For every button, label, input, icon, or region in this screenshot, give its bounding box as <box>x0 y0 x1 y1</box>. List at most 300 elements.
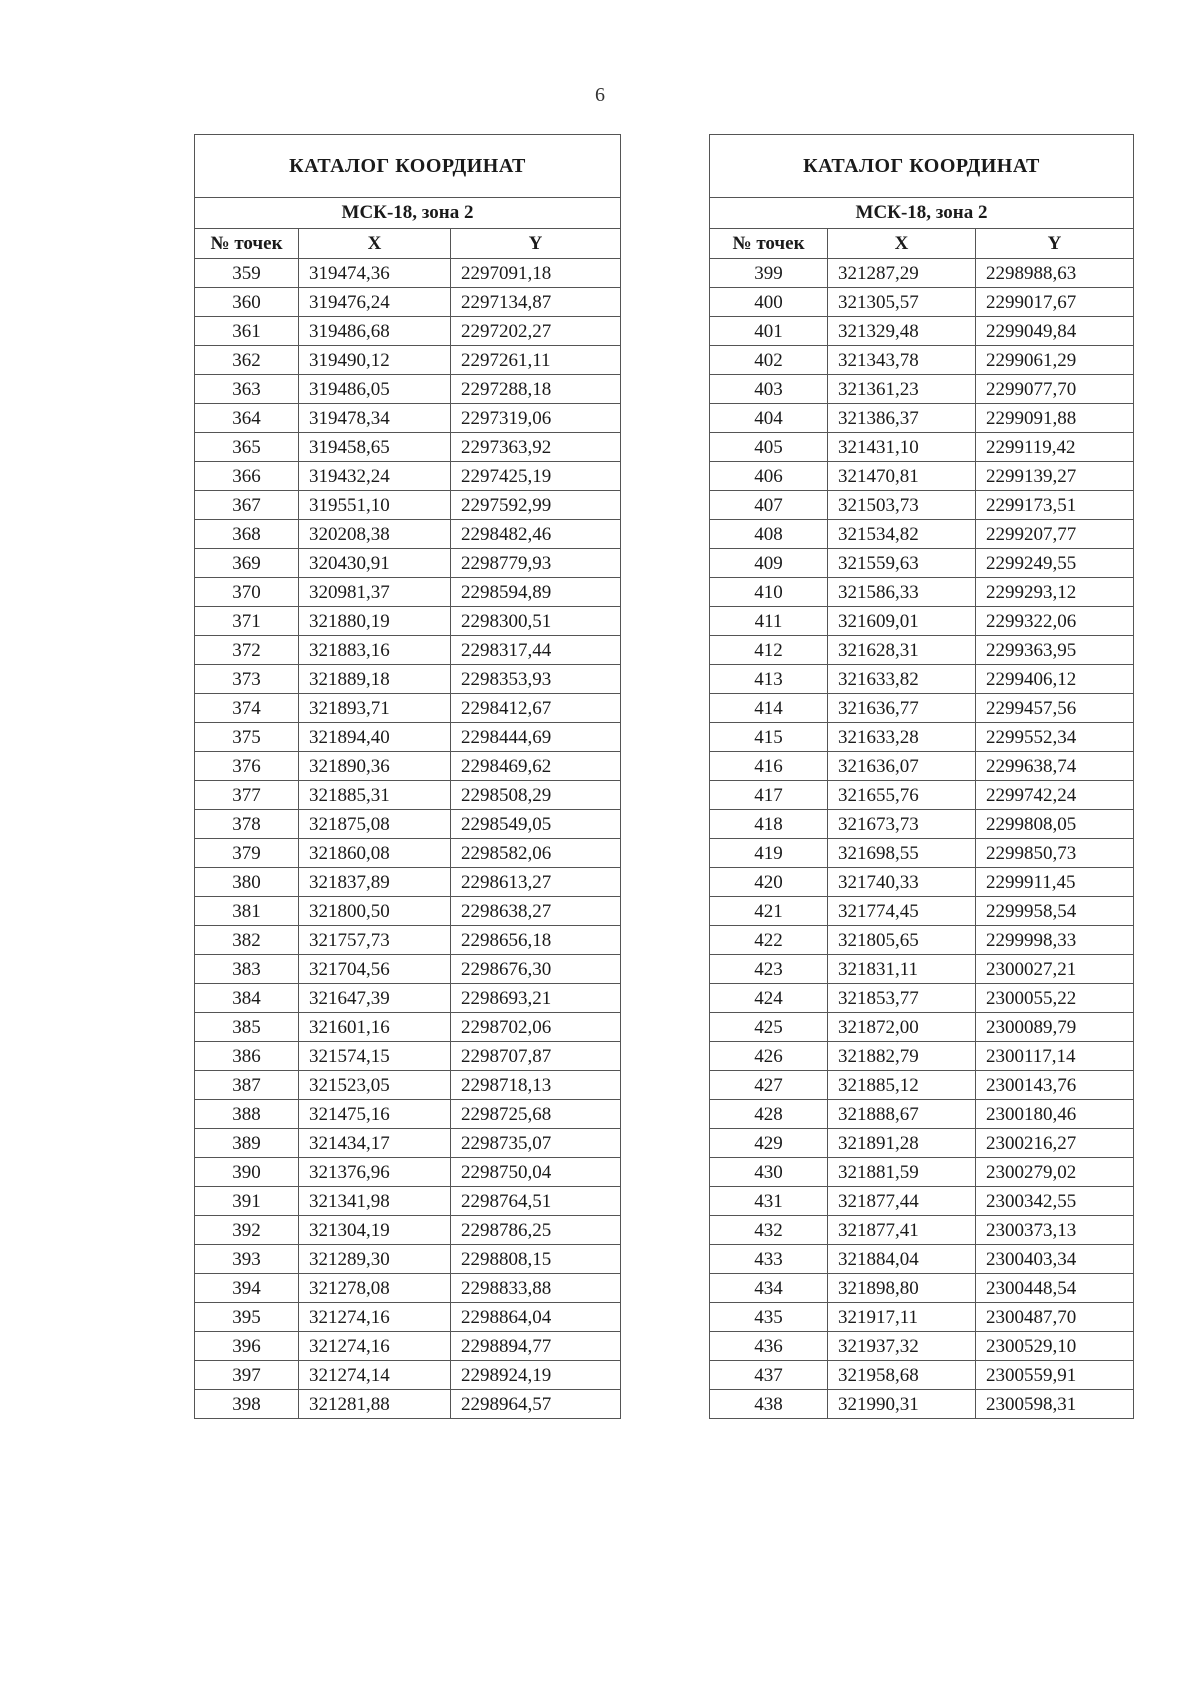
table-row <box>710 491 1134 520</box>
point-number-cell: 429 <box>710 1129 828 1158</box>
x-coordinate-cell: 321757,73 <box>299 926 451 955</box>
y-coordinate-cell: 2300487,70 <box>976 1303 1134 1332</box>
x-coordinate-cell: 321633,28 <box>828 723 976 752</box>
table-row <box>195 955 621 984</box>
point-number-cell: 410 <box>710 578 828 607</box>
x-coordinate-cell: 321274,16 <box>299 1303 451 1332</box>
table-row <box>195 404 621 433</box>
table-row <box>195 1390 621 1419</box>
y-coordinate-cell: 2299061,29 <box>976 346 1134 375</box>
y-coordinate-cell: 2299077,70 <box>976 375 1134 404</box>
point-number-cell: 430 <box>710 1158 828 1187</box>
table-body <box>710 259 1134 1419</box>
x-coordinate-cell: 321574,15 <box>299 1042 451 1071</box>
table-row <box>195 1129 621 1158</box>
y-coordinate-cell: 2299457,56 <box>976 694 1134 723</box>
y-coordinate-cell: 2298353,93 <box>451 665 621 694</box>
table-row <box>710 752 1134 781</box>
table-row <box>195 1216 621 1245</box>
x-coordinate-cell: 321559,63 <box>828 549 976 578</box>
y-coordinate-cell: 2299322,06 <box>976 607 1134 636</box>
x-coordinate-cell: 321831,11 <box>828 955 976 984</box>
y-coordinate-cell: 2299742,24 <box>976 781 1134 810</box>
table-row <box>195 549 621 578</box>
x-coordinate-cell: 319551,10 <box>299 491 451 520</box>
point-number-cell: 427 <box>710 1071 828 1100</box>
point-number-cell: 373 <box>195 665 299 694</box>
x-coordinate-cell: 321636,77 <box>828 694 976 723</box>
point-number-cell: 438 <box>710 1390 828 1419</box>
x-coordinate-cell: 321673,73 <box>828 810 976 839</box>
y-coordinate-cell: 2300117,14 <box>976 1042 1134 1071</box>
y-coordinate-cell: 2299998,33 <box>976 926 1134 955</box>
x-coordinate-cell: 319486,05 <box>299 375 451 404</box>
point-number-cell: 362 <box>195 346 299 375</box>
x-coordinate-cell: 321343,78 <box>828 346 976 375</box>
x-coordinate-cell: 319490,12 <box>299 346 451 375</box>
x-coordinate-cell: 321805,65 <box>828 926 976 955</box>
point-number-cell: 412 <box>710 636 828 665</box>
x-coordinate-cell: 321386,37 <box>828 404 976 433</box>
table-row <box>710 694 1134 723</box>
coordinate-system-zone: МСК-18, зона 2 <box>710 198 1134 229</box>
x-coordinate-cell: 321894,40 <box>299 723 451 752</box>
y-coordinate-cell: 2298702,06 <box>451 1013 621 1042</box>
point-number-cell: 380 <box>195 868 299 897</box>
x-coordinate-cell: 321628,31 <box>828 636 976 665</box>
coordinate-catalog-table-right <box>709 134 1134 1419</box>
table-row <box>195 288 621 317</box>
table-row <box>710 1390 1134 1419</box>
x-coordinate-cell: 321636,07 <box>828 752 976 781</box>
point-number-cell: 437 <box>710 1361 828 1390</box>
table-row <box>195 375 621 404</box>
x-coordinate-cell: 321655,76 <box>828 781 976 810</box>
table-row <box>710 955 1134 984</box>
point-number-cell: 367 <box>195 491 299 520</box>
y-coordinate-cell: 2300143,76 <box>976 1071 1134 1100</box>
point-number-cell: 389 <box>195 1129 299 1158</box>
table-row <box>710 1100 1134 1129</box>
table-row <box>195 1274 621 1303</box>
table-row <box>710 723 1134 752</box>
point-number-cell: 425 <box>710 1013 828 1042</box>
table-row <box>195 636 621 665</box>
coordinate-system-zone: МСК-18, зона 2 <box>195 198 621 229</box>
point-number-cell: 375 <box>195 723 299 752</box>
x-coordinate-cell: 321881,59 <box>828 1158 976 1187</box>
y-coordinate-cell: 2300055,22 <box>976 984 1134 1013</box>
table-row <box>195 1042 621 1071</box>
table-row <box>195 520 621 549</box>
y-coordinate-cell: 2298764,51 <box>451 1187 621 1216</box>
x-coordinate-cell: 321475,16 <box>299 1100 451 1129</box>
point-number-cell: 399 <box>710 259 828 288</box>
y-coordinate-cell: 2298786,25 <box>451 1216 621 1245</box>
column-header-x: X <box>299 229 451 259</box>
point-number-cell: 400 <box>710 288 828 317</box>
x-coordinate-cell: 321534,82 <box>828 520 976 549</box>
y-coordinate-cell: 2300529,10 <box>976 1332 1134 1361</box>
point-number-cell: 435 <box>710 1303 828 1332</box>
x-coordinate-cell: 320208,38 <box>299 520 451 549</box>
point-number-cell: 436 <box>710 1332 828 1361</box>
table-row <box>195 1100 621 1129</box>
x-coordinate-cell: 321704,56 <box>299 955 451 984</box>
table-row <box>710 433 1134 462</box>
table-row <box>710 868 1134 897</box>
table-row <box>710 1071 1134 1100</box>
point-number-cell: 382 <box>195 926 299 955</box>
column-header-x: X <box>828 229 976 259</box>
x-coordinate-cell: 320981,37 <box>299 578 451 607</box>
table-row <box>195 491 621 520</box>
table-row <box>710 665 1134 694</box>
point-number-cell: 396 <box>195 1332 299 1361</box>
table-row <box>710 607 1134 636</box>
x-coordinate-cell: 321329,48 <box>828 317 976 346</box>
point-number-cell: 394 <box>195 1274 299 1303</box>
point-number-cell: 370 <box>195 578 299 607</box>
y-coordinate-cell: 2298594,89 <box>451 578 621 607</box>
x-coordinate-cell: 321885,12 <box>828 1071 976 1100</box>
x-coordinate-cell: 321361,23 <box>828 375 976 404</box>
table-row <box>195 839 621 868</box>
y-coordinate-cell: 2297319,06 <box>451 404 621 433</box>
y-coordinate-cell: 2298676,30 <box>451 955 621 984</box>
point-number-cell: 422 <box>710 926 828 955</box>
y-coordinate-cell: 2297134,87 <box>451 288 621 317</box>
coordinate-catalog-table-left <box>194 134 621 1419</box>
y-coordinate-cell: 2298924,19 <box>451 1361 621 1390</box>
table-row <box>710 897 1134 926</box>
table-row <box>195 317 621 346</box>
table-row <box>710 1361 1134 1390</box>
y-coordinate-cell: 2298613,27 <box>451 868 621 897</box>
x-coordinate-cell: 321877,41 <box>828 1216 976 1245</box>
x-coordinate-cell: 321586,33 <box>828 578 976 607</box>
table-row <box>195 897 621 926</box>
y-coordinate-cell: 2299850,73 <box>976 839 1134 868</box>
point-number-cell: 411 <box>710 607 828 636</box>
y-coordinate-cell: 2298750,04 <box>451 1158 621 1187</box>
y-coordinate-cell: 2298444,69 <box>451 723 621 752</box>
table-row <box>710 926 1134 955</box>
y-coordinate-cell: 2297202,27 <box>451 317 621 346</box>
table-row <box>710 288 1134 317</box>
table-row <box>710 1129 1134 1158</box>
y-coordinate-cell: 2299958,54 <box>976 897 1134 926</box>
x-coordinate-cell: 321503,73 <box>828 491 976 520</box>
x-coordinate-cell: 321647,39 <box>299 984 451 1013</box>
x-coordinate-cell: 321891,28 <box>828 1129 976 1158</box>
y-coordinate-cell: 2299406,12 <box>976 665 1134 694</box>
point-number-cell: 387 <box>195 1071 299 1100</box>
point-number-cell: 402 <box>710 346 828 375</box>
y-coordinate-cell: 2299911,45 <box>976 868 1134 897</box>
x-coordinate-cell: 321884,04 <box>828 1245 976 1274</box>
y-coordinate-cell: 2298964,57 <box>451 1390 621 1419</box>
table-row <box>195 984 621 1013</box>
point-number-cell: 363 <box>195 375 299 404</box>
x-coordinate-cell: 321633,82 <box>828 665 976 694</box>
table-row <box>710 1216 1134 1245</box>
x-coordinate-cell: 321523,05 <box>299 1071 451 1100</box>
point-number-cell: 386 <box>195 1042 299 1071</box>
point-number-cell: 366 <box>195 462 299 491</box>
x-coordinate-cell: 321287,29 <box>828 259 976 288</box>
point-number-cell: 379 <box>195 839 299 868</box>
y-coordinate-cell: 2298725,68 <box>451 1100 621 1129</box>
point-number-cell: 371 <box>195 607 299 636</box>
point-number-cell: 383 <box>195 955 299 984</box>
point-number-cell: 421 <box>710 897 828 926</box>
table-row <box>195 346 621 375</box>
y-coordinate-cell: 2298549,05 <box>451 810 621 839</box>
column-header-y: Y <box>976 229 1134 259</box>
y-coordinate-cell: 2299638,74 <box>976 752 1134 781</box>
y-coordinate-cell: 2299049,84 <box>976 317 1134 346</box>
x-coordinate-cell: 319474,36 <box>299 259 451 288</box>
table-row <box>710 404 1134 433</box>
point-number-cell: 405 <box>710 433 828 462</box>
column-header-y: Y <box>451 229 621 259</box>
table-row <box>710 1042 1134 1071</box>
y-coordinate-cell: 2298412,67 <box>451 694 621 723</box>
table-row <box>195 259 621 288</box>
x-coordinate-cell: 321740,33 <box>828 868 976 897</box>
x-coordinate-cell: 321875,08 <box>299 810 451 839</box>
x-coordinate-cell: 319432,24 <box>299 462 451 491</box>
table-row <box>195 810 621 839</box>
table-row <box>710 1187 1134 1216</box>
x-coordinate-cell: 321885,31 <box>299 781 451 810</box>
x-coordinate-cell: 321937,32 <box>828 1332 976 1361</box>
table-row <box>710 462 1134 491</box>
catalog-title: КАТАЛОГ КООРДИНАТ <box>710 135 1134 198</box>
x-coordinate-cell: 321274,16 <box>299 1332 451 1361</box>
point-number-cell: 426 <box>710 1042 828 1071</box>
table-row <box>195 868 621 897</box>
point-number-cell: 395 <box>195 1303 299 1332</box>
x-coordinate-cell: 321860,08 <box>299 839 451 868</box>
x-coordinate-cell: 319486,68 <box>299 317 451 346</box>
y-coordinate-cell: 2298482,46 <box>451 520 621 549</box>
y-coordinate-cell: 2299808,05 <box>976 810 1134 839</box>
y-coordinate-cell: 2299173,51 <box>976 491 1134 520</box>
table-row <box>710 346 1134 375</box>
point-number-cell: 398 <box>195 1390 299 1419</box>
y-coordinate-cell: 2298735,07 <box>451 1129 621 1158</box>
y-coordinate-cell: 2299552,34 <box>976 723 1134 752</box>
x-coordinate-cell: 319476,24 <box>299 288 451 317</box>
y-coordinate-cell: 2298864,04 <box>451 1303 621 1332</box>
point-number-cell: 423 <box>710 955 828 984</box>
x-coordinate-cell: 321877,44 <box>828 1187 976 1216</box>
table-row <box>710 317 1134 346</box>
x-coordinate-cell: 321888,67 <box>828 1100 976 1129</box>
x-coordinate-cell: 321434,17 <box>299 1129 451 1158</box>
x-coordinate-cell: 321774,45 <box>828 897 976 926</box>
table-row <box>710 549 1134 578</box>
x-coordinate-cell: 321278,08 <box>299 1274 451 1303</box>
x-coordinate-cell: 319458,65 <box>299 433 451 462</box>
y-coordinate-cell: 2300598,31 <box>976 1390 1134 1419</box>
point-number-cell: 385 <box>195 1013 299 1042</box>
x-coordinate-cell: 321837,89 <box>299 868 451 897</box>
table-body <box>195 259 621 1419</box>
column-header-point-number: № точек <box>710 229 828 259</box>
y-coordinate-cell: 2300448,54 <box>976 1274 1134 1303</box>
y-coordinate-cell: 2300089,79 <box>976 1013 1134 1042</box>
y-coordinate-cell: 2299119,42 <box>976 433 1134 462</box>
x-coordinate-cell: 321304,19 <box>299 1216 451 1245</box>
point-number-cell: 377 <box>195 781 299 810</box>
point-number-cell: 407 <box>710 491 828 520</box>
table-row <box>195 578 621 607</box>
point-number-cell: 376 <box>195 752 299 781</box>
point-number-cell: 417 <box>710 781 828 810</box>
y-coordinate-cell: 2300216,27 <box>976 1129 1134 1158</box>
table-row <box>195 926 621 955</box>
point-number-cell: 369 <box>195 549 299 578</box>
table-row <box>710 1245 1134 1274</box>
point-number-cell: 359 <box>195 259 299 288</box>
point-number-cell: 420 <box>710 868 828 897</box>
y-coordinate-cell: 2298508,29 <box>451 781 621 810</box>
y-coordinate-cell: 2298656,18 <box>451 926 621 955</box>
point-number-cell: 361 <box>195 317 299 346</box>
table-row <box>195 723 621 752</box>
point-number-cell: 368 <box>195 520 299 549</box>
point-number-cell: 378 <box>195 810 299 839</box>
table-row <box>195 1071 621 1100</box>
x-coordinate-cell: 321958,68 <box>828 1361 976 1390</box>
x-coordinate-cell: 321601,16 <box>299 1013 451 1042</box>
point-number-cell: 391 <box>195 1187 299 1216</box>
y-coordinate-cell: 2298317,44 <box>451 636 621 665</box>
y-coordinate-cell: 2297091,18 <box>451 259 621 288</box>
x-coordinate-cell: 321883,16 <box>299 636 451 665</box>
point-number-cell: 432 <box>710 1216 828 1245</box>
point-number-cell: 365 <box>195 433 299 462</box>
point-number-cell: 364 <box>195 404 299 433</box>
table-row <box>195 607 621 636</box>
y-coordinate-cell: 2298707,87 <box>451 1042 621 1071</box>
table-row <box>195 1303 621 1332</box>
y-coordinate-cell: 2298718,13 <box>451 1071 621 1100</box>
x-coordinate-cell: 321305,57 <box>828 288 976 317</box>
point-number-cell: 384 <box>195 984 299 1013</box>
x-coordinate-cell: 321917,11 <box>828 1303 976 1332</box>
y-coordinate-cell: 2298300,51 <box>451 607 621 636</box>
point-number-cell: 431 <box>710 1187 828 1216</box>
point-number-cell: 419 <box>710 839 828 868</box>
x-coordinate-cell: 321274,14 <box>299 1361 451 1390</box>
table-row <box>195 1245 621 1274</box>
y-coordinate-cell: 2299293,12 <box>976 578 1134 607</box>
table-row <box>710 1303 1134 1332</box>
x-coordinate-cell: 321341,98 <box>299 1187 451 1216</box>
table-row <box>195 1187 621 1216</box>
x-coordinate-cell: 321880,19 <box>299 607 451 636</box>
point-number-cell: 406 <box>710 462 828 491</box>
table-row <box>195 433 621 462</box>
point-number-cell: 372 <box>195 636 299 665</box>
table-row <box>195 1361 621 1390</box>
table-row <box>710 1332 1134 1361</box>
table-row <box>710 1158 1134 1187</box>
x-coordinate-cell: 321872,00 <box>828 1013 976 1042</box>
table-row <box>195 781 621 810</box>
table-row <box>195 1013 621 1042</box>
point-number-cell: 392 <box>195 1216 299 1245</box>
y-coordinate-cell: 2297363,92 <box>451 433 621 462</box>
y-coordinate-cell: 2298808,15 <box>451 1245 621 1274</box>
table-row <box>710 375 1134 404</box>
y-coordinate-cell: 2300403,34 <box>976 1245 1134 1274</box>
point-number-cell: 434 <box>710 1274 828 1303</box>
y-coordinate-cell: 2297425,19 <box>451 462 621 491</box>
point-number-cell: 397 <box>195 1361 299 1390</box>
y-coordinate-cell: 2298894,77 <box>451 1332 621 1361</box>
x-coordinate-cell: 320430,91 <box>299 549 451 578</box>
x-coordinate-cell: 321376,96 <box>299 1158 451 1187</box>
y-coordinate-cell: 2299091,88 <box>976 404 1134 433</box>
point-number-cell: 374 <box>195 694 299 723</box>
table-row <box>710 1013 1134 1042</box>
x-coordinate-cell: 321882,79 <box>828 1042 976 1071</box>
x-coordinate-cell: 321990,31 <box>828 1390 976 1419</box>
point-number-cell: 418 <box>710 810 828 839</box>
column-header-point-number: № точек <box>195 229 299 259</box>
table-row <box>195 462 621 491</box>
point-number-cell: 424 <box>710 984 828 1013</box>
table-row <box>710 1274 1134 1303</box>
table-row <box>195 752 621 781</box>
y-coordinate-cell: 2297592,99 <box>451 491 621 520</box>
page-number: 6 <box>595 84 605 106</box>
catalog-title: КАТАЛОГ КООРДИНАТ <box>195 135 621 198</box>
point-number-cell: 404 <box>710 404 828 433</box>
table-row <box>195 1158 621 1187</box>
y-coordinate-cell: 2299249,55 <box>976 549 1134 578</box>
table-row <box>710 839 1134 868</box>
point-number-cell: 415 <box>710 723 828 752</box>
x-coordinate-cell: 321889,18 <box>299 665 451 694</box>
y-coordinate-cell: 2298469,62 <box>451 752 621 781</box>
x-coordinate-cell: 321893,71 <box>299 694 451 723</box>
point-number-cell: 360 <box>195 288 299 317</box>
y-coordinate-cell: 2297261,11 <box>451 346 621 375</box>
x-coordinate-cell: 321289,30 <box>299 1245 451 1274</box>
point-number-cell: 433 <box>710 1245 828 1274</box>
y-coordinate-cell: 2300180,46 <box>976 1100 1134 1129</box>
y-coordinate-cell: 2299207,77 <box>976 520 1134 549</box>
table-row <box>710 810 1134 839</box>
point-number-cell: 403 <box>710 375 828 404</box>
point-number-cell: 393 <box>195 1245 299 1274</box>
x-coordinate-cell: 321853,77 <box>828 984 976 1013</box>
y-coordinate-cell: 2300027,21 <box>976 955 1134 984</box>
point-number-cell: 416 <box>710 752 828 781</box>
table-row <box>710 259 1134 288</box>
point-number-cell: 414 <box>710 694 828 723</box>
point-number-cell: 408 <box>710 520 828 549</box>
table-row <box>195 1332 621 1361</box>
point-number-cell: 428 <box>710 1100 828 1129</box>
y-coordinate-cell: 2298638,27 <box>451 897 621 926</box>
